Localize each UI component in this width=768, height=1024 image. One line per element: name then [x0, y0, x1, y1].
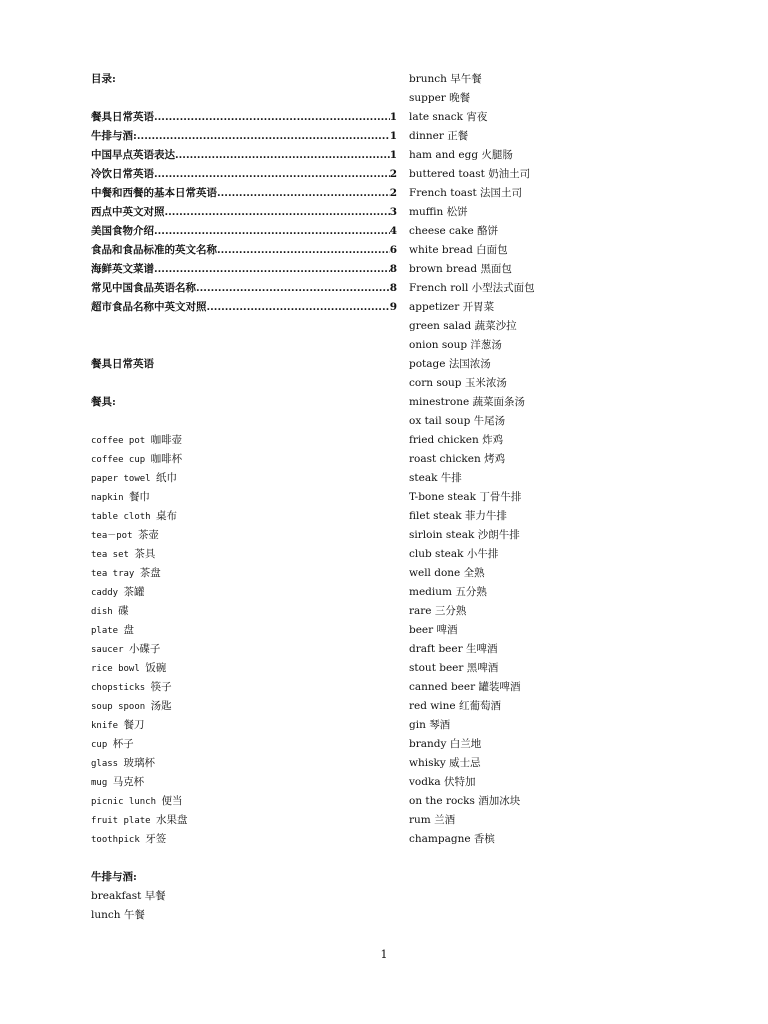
term-en: paper towel — [91, 474, 151, 484]
term-en: canned beer — [409, 681, 476, 693]
term-zh: 罐装啤酒 — [478, 681, 521, 693]
list-item — [409, 811, 709, 830]
term-en: stout beer — [409, 662, 464, 674]
term-zh: 香槟 — [473, 833, 495, 845]
term-zh: 烤鸡 — [484, 453, 506, 465]
term-zh: 便当 — [161, 795, 183, 807]
term-zh: 玻璃杯 — [123, 757, 156, 769]
toc-entry[interactable] — [91, 184, 397, 203]
term-en: brunch — [409, 73, 447, 85]
toc-entry-title: 超市食品名称中英文对照 — [91, 301, 207, 313]
term-zh: 三分熟 — [434, 605, 467, 617]
term-en: breakfast — [91, 890, 142, 902]
toc-entry-page: 2 — [389, 168, 397, 180]
list-item — [409, 241, 709, 260]
term-en: dinner — [409, 130, 444, 142]
list-item — [409, 773, 709, 792]
term-zh: 牛排 — [440, 472, 462, 484]
right-column — [409, 70, 709, 849]
toc-leader-dots — [154, 165, 390, 184]
term-zh: 白兰地 — [449, 738, 482, 750]
term-zh: 五分熟 — [455, 586, 487, 598]
term-zh: 咖啡壶 — [150, 434, 183, 446]
term-zh: 筷子 — [150, 681, 172, 693]
term-zh: 法国浓汤 — [448, 358, 491, 370]
term-zh: 小碟子 — [128, 643, 161, 655]
term-zh: 法国土司 — [480, 187, 523, 199]
list-item — [409, 336, 709, 355]
term-en: rare — [409, 605, 432, 617]
section-subheading: 餐具: — [91, 396, 116, 408]
spacer — [91, 317, 397, 336]
term-zh: 威士忌 — [449, 757, 481, 769]
toc-entry[interactable] — [91, 260, 397, 279]
list-item — [409, 355, 709, 374]
term-en: fried chicken — [409, 434, 479, 446]
term-zh: 火腿肠 — [481, 149, 513, 161]
term-en: vodka — [409, 776, 441, 788]
list-item — [91, 716, 397, 735]
spacer — [91, 374, 397, 393]
term-en: onion soup — [409, 339, 468, 351]
term-en: saucer — [91, 645, 124, 655]
term-en: glass — [91, 759, 119, 769]
term-en: filet steak — [409, 510, 462, 522]
term-zh: 玉米浓汤 — [464, 377, 507, 389]
list-item — [91, 545, 397, 564]
term-en: tea set — [91, 550, 129, 560]
list-item — [91, 602, 397, 621]
toc-entry[interactable] — [91, 222, 397, 241]
toc-entry-page: 8 — [389, 282, 397, 294]
list-item — [91, 754, 397, 773]
list-item — [409, 412, 709, 431]
toc-entry[interactable] — [91, 108, 397, 127]
term-en: gin — [409, 719, 426, 731]
term-zh: 小牛排 — [466, 548, 499, 560]
term-en: caddy — [91, 588, 119, 598]
list-item — [91, 564, 397, 583]
list-item — [409, 108, 709, 127]
term-zh: 丁骨牛排 — [479, 491, 522, 503]
term-zh: 正餐 — [447, 130, 469, 142]
list-item — [409, 298, 709, 317]
toc-entry[interactable] — [91, 165, 397, 184]
toc-leader-dots — [154, 108, 390, 127]
list-item — [409, 716, 709, 735]
term-en: toothpick — [91, 835, 140, 845]
list-item — [91, 773, 397, 792]
term-zh: 水果盘 — [156, 814, 188, 826]
toc-leader-dots — [137, 127, 390, 146]
list-item — [409, 792, 709, 811]
term-zh: 伏特加 — [443, 776, 476, 788]
list-item — [409, 659, 709, 678]
toc-entry-title: 牛排与酒: — [91, 130, 137, 142]
list-item — [409, 697, 709, 716]
term-en: cheese cake — [409, 225, 474, 237]
term-zh: 餐巾 — [128, 491, 150, 503]
list-item — [409, 89, 709, 108]
toc-entry-title: 西点中英文对照 — [91, 206, 165, 218]
term-zh: 咖啡杯 — [150, 453, 183, 465]
term-zh: 全熟 — [463, 567, 485, 579]
list-item — [91, 621, 397, 640]
list-item — [409, 146, 709, 165]
term-zh: 汤匙 — [150, 700, 172, 712]
toc-entry[interactable] — [91, 298, 397, 317]
term-zh: 洋葱汤 — [470, 339, 502, 351]
term-zh: 茶盘 — [139, 567, 161, 579]
term-en: mug — [91, 778, 108, 788]
term-zh: 早午餐 — [450, 73, 482, 85]
toc-leader-dots — [207, 298, 390, 317]
term-en: whisky — [409, 757, 446, 769]
toc-entry-title: 美国食物介绍 — [91, 225, 154, 237]
term-zh: 杯子 — [112, 738, 134, 750]
list-item — [409, 583, 709, 602]
toc-entry-page: 1 — [389, 111, 397, 123]
term-en: white bread — [409, 244, 473, 256]
tableware-list — [91, 431, 397, 849]
term-en: well done — [409, 567, 461, 579]
toc-entry[interactable] — [91, 127, 397, 146]
list-item — [91, 811, 397, 830]
toc-entry-title: 海鲜英文菜谱 — [91, 263, 154, 275]
list-item — [91, 792, 397, 811]
spacer — [91, 336, 397, 355]
list-item — [409, 526, 709, 545]
list-item — [91, 583, 397, 602]
list-item — [409, 431, 709, 450]
toc-leader-dots — [217, 184, 390, 203]
list-item — [409, 678, 709, 697]
term-zh: 白面包 — [476, 244, 508, 256]
term-en: potage — [409, 358, 446, 370]
term-zh: 宵夜 — [466, 111, 488, 123]
toc-leader-dots — [175, 146, 390, 165]
term-en: club steak — [409, 548, 464, 560]
term-zh: 小型法式面包 — [471, 282, 535, 294]
list-item — [91, 830, 397, 849]
spacer — [91, 849, 397, 868]
list-item — [91, 450, 397, 469]
term-en: ox tail soup — [409, 415, 471, 427]
term-en: supper — [409, 92, 446, 104]
term-en: dish — [91, 607, 113, 617]
toc-leader-dots — [154, 222, 390, 241]
left-column — [91, 70, 397, 925]
term-en: roast chicken — [409, 453, 481, 465]
term-zh: 牛尾汤 — [473, 415, 506, 427]
list-item — [409, 127, 709, 146]
list-item — [91, 469, 397, 488]
list-item — [409, 564, 709, 583]
term-zh: 碟 — [118, 605, 129, 617]
term-zh: 菲力牛排 — [464, 510, 507, 522]
term-zh: 晚餐 — [449, 92, 471, 104]
term-en: brown bread — [409, 263, 478, 275]
term-en: steak — [409, 472, 438, 484]
spacer — [91, 89, 397, 108]
term-zh: 茶具 — [134, 548, 156, 560]
list-item — [91, 488, 397, 507]
term-en: cup — [91, 740, 108, 750]
toc-entry-page: 6 — [389, 244, 397, 256]
list-item — [409, 260, 709, 279]
term-en: chopsticks — [91, 683, 146, 693]
term-en: late snack — [409, 111, 464, 123]
term-zh: 开胃菜 — [462, 301, 495, 313]
term-en: corn soup — [409, 377, 462, 389]
term-zh: 兰酒 — [434, 814, 456, 826]
toc-entry[interactable] — [91, 279, 397, 298]
term-en: French roll — [409, 282, 469, 294]
toc-leader-dots — [196, 279, 390, 298]
term-en: napkin — [91, 493, 124, 503]
toc-entry-title: 食品和食品标准的英文名称 — [91, 244, 217, 256]
list-item — [409, 621, 709, 640]
spacer — [91, 412, 397, 431]
toc-entry[interactable] — [91, 203, 397, 222]
term-zh: 饭碗 — [145, 662, 167, 674]
term-en: draft beer — [409, 643, 463, 655]
list-item — [409, 203, 709, 222]
list-item — [91, 526, 397, 545]
term-zh: 沙朗牛排 — [477, 529, 520, 541]
term-zh: 牙签 — [145, 833, 167, 845]
term-zh: 奶油土司 — [488, 168, 531, 180]
term-en: picnic lunch — [91, 797, 157, 807]
term-en: minestrone — [409, 396, 470, 408]
toc-entry[interactable] — [91, 241, 397, 260]
list-item — [409, 735, 709, 754]
list-item — [409, 507, 709, 526]
term-en: coffee cup — [91, 455, 146, 465]
term-en: brandy — [409, 738, 447, 750]
term-zh: 红葡萄酒 — [458, 700, 501, 712]
term-en: plate — [91, 626, 119, 636]
toc-entry-page: 4 — [389, 225, 397, 237]
list-item — [409, 374, 709, 393]
list-item — [409, 393, 709, 412]
toc-leader-dots — [165, 203, 390, 222]
toc-entry-page: 1 — [389, 130, 397, 142]
term-zh: 午餐 — [123, 909, 145, 921]
term-en: medium — [409, 586, 452, 598]
list-item — [91, 678, 397, 697]
term-en: French toast — [409, 187, 477, 199]
toc-entry-title: 冷饮日常英语 — [91, 168, 154, 180]
section-heading: 餐具日常英语 — [91, 358, 154, 370]
toc-entry-page: 8 — [389, 263, 397, 275]
list-item — [91, 906, 397, 925]
toc-entry-title: 常见中国食品英语名称 — [91, 282, 196, 294]
term-zh: 松饼 — [446, 206, 468, 218]
list-item — [91, 697, 397, 716]
table-of-contents — [91, 108, 397, 317]
term-en: lunch — [91, 909, 121, 921]
list-item — [409, 830, 709, 849]
toc-entry[interactable] — [91, 146, 397, 165]
term-en: green salad — [409, 320, 472, 332]
list-item — [91, 659, 397, 678]
term-en: soup spoon — [91, 702, 146, 712]
term-zh: 酒加冰块 — [478, 795, 521, 807]
list-item — [409, 317, 709, 336]
toc-entry-title: 中餐和西餐的基本日常英语 — [91, 187, 217, 199]
list-item — [409, 184, 709, 203]
term-en: beer — [409, 624, 434, 636]
term-zh: 酪饼 — [477, 225, 499, 237]
toc-entry-page: 1 — [389, 149, 397, 161]
toc-leader-dots — [154, 260, 390, 279]
term-en: coffee pot — [91, 436, 146, 446]
list-item — [409, 469, 709, 488]
list-item — [409, 70, 709, 89]
term-zh: 黑面包 — [480, 263, 512, 275]
term-zh: 纸巾 — [156, 472, 178, 484]
term-zh: 黑啤酒 — [466, 662, 499, 674]
term-en: tea tray — [91, 569, 135, 579]
term-zh: 蔬菜面条汤 — [472, 396, 526, 408]
list-item — [409, 602, 709, 621]
term-zh: 桌布 — [156, 510, 178, 522]
section-heading: 牛排与酒: — [91, 871, 137, 883]
list-item — [409, 754, 709, 773]
term-en: red wine — [409, 700, 456, 712]
page-number: 1 — [380, 948, 388, 961]
term-en: fruit plate — [91, 816, 151, 826]
list-item — [91, 507, 397, 526]
term-en: T-bone steak — [409, 491, 476, 503]
list-item — [91, 735, 397, 754]
toc-title: 目录: — [91, 73, 116, 85]
term-en: buttered toast — [409, 168, 485, 180]
term-en: appetizer — [409, 301, 460, 313]
term-zh: 餐刀 — [123, 719, 145, 731]
toc-entry-title: 餐具日常英语 — [91, 111, 154, 123]
toc-entry-page: 3 — [389, 206, 397, 218]
term-zh: 盘 — [123, 624, 135, 636]
term-zh: 啤酒 — [436, 624, 458, 636]
term-en: table cloth — [91, 512, 151, 522]
term-en: rum — [409, 814, 431, 826]
toc-leader-dots — [217, 241, 390, 260]
term-en: on the rocks — [409, 795, 475, 807]
toc-entry-page: 2 — [389, 187, 397, 199]
toc-entry-title: 中国早点英语表达 — [91, 149, 175, 161]
list-item — [409, 279, 709, 298]
list-item — [409, 165, 709, 184]
term-en: knife — [91, 721, 119, 731]
term-zh: 琴酒 — [429, 719, 451, 731]
term-en: rice bowl — [91, 664, 140, 674]
term-zh: 茶罐 — [123, 586, 145, 598]
list-item — [91, 640, 397, 659]
term-en: sirloin steak — [409, 529, 475, 541]
term-zh: 早餐 — [144, 890, 166, 902]
term-zh: 生啤酒 — [465, 643, 498, 655]
term-en: champagne — [409, 833, 471, 845]
list-item — [91, 887, 397, 906]
term-zh: 马克杯 — [112, 776, 145, 788]
list-item — [409, 545, 709, 564]
list-item — [409, 450, 709, 469]
term-zh: 蔬菜沙拉 — [474, 320, 517, 332]
list-item — [409, 222, 709, 241]
term-en: ham and egg — [409, 149, 479, 161]
term-zh: 炸鸡 — [482, 434, 504, 446]
list-item — [91, 431, 397, 450]
term-zh: 茶壶 — [137, 529, 159, 541]
list-item — [409, 488, 709, 507]
term-en: muffin — [409, 206, 444, 218]
term-en: tea－pot — [91, 531, 133, 541]
list-item — [409, 640, 709, 659]
toc-entry-page: 9 — [389, 301, 397, 313]
